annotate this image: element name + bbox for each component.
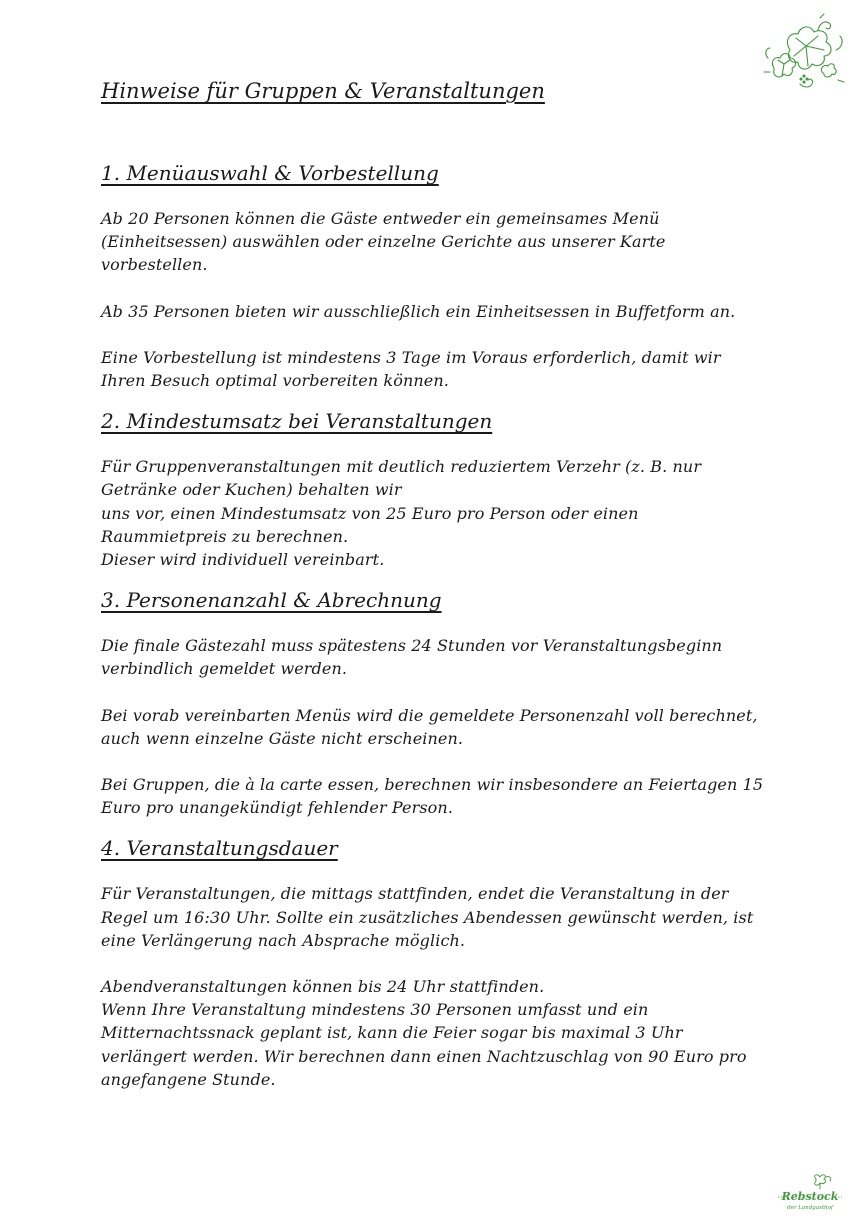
document-title: Hinweise für Gruppen & Veranstaltungen [101,79,545,103]
section-event-duration [101,833,771,1091]
grapevine-leaf-icon [760,10,846,94]
section-menu-selection [101,158,771,392]
svg-text:Rebstock: Rebstock [781,1190,839,1203]
section-heading: 2. Mindestumsatz bei Veranstaltungen [101,409,493,434]
paragraph: Abendveranstaltungen können bis 24 Uhr stattfinden. Wenn Ihre Veranstaltung mindestens 30 Personen umfasst und ein Mitternachtssnack geplant ist, kann die Feier sogar bis maximal 3 Uhr verlängert werden. Wir berechnen dann einen Nachtzuschlag von 90 Euro pro angefangene Stunde. [101,977,747,1089]
paragraph: Eine Vorbestellung ist mindestens 3 Tage im Voraus erforderlich, damit wir Ihren Besuch optimal vorbereiten können. [101,347,721,391]
paragraph: Bei vorab vereinbarten Menüs wird die gemeldete Personenzahl voll berechnet, auch wenn einzelne Gäste nicht erscheinen. [101,705,758,748]
document-body [101,76,771,1101]
section-guest-count [101,585,771,819]
paragraph: Für Veranstaltungen, die mittags stattfinden, endet die Veranstaltung in der Regel um 16:30 Uhr. Sollte ein zusätzliches Abendessen gewünscht werden, ist eine Verlängerung nach Absprache möglich. [101,884,754,950]
paragraph: Die finale Gästezahl muss spätestens 24 Stunden vor Veranstaltungsbeginn verbindlich gemeldet werden. [101,636,723,679]
section-heading: 3. Personenanzahl & Abrechnung [101,588,442,613]
paragraph: Für Gruppenveranstaltungen mit deutlich reduziertem Verzehr (z. B. nur Getränke oder Kuchen) behalten wir uns vor, einen Mindestumsatz von 25 Euro pro Person oder einen Raummietpreis zu berechnen. Dieser wird individuell vereinbart. [101,457,702,570]
section-heading: 1. Menüauswahl & Vorbestellung [101,161,439,185]
section-heading: 4. Veranstaltungsdauer [101,836,338,861]
svg-text:der Landgasthof: der Landgasthof [787,1205,833,1211]
paragraph: Bei Gruppen, die à la carte essen, berechnen wir insbesondere an Feiertagen 15 Euro pro unangekündigt fehlender Person. [101,775,764,818]
section-minimum-revenue [101,406,771,571]
paragraph: Ab 35 Personen bieten wir ausschließlich ein Einheitsessen in Buffetform an. [101,301,736,321]
paragraph: Ab 20 Personen können die Gäste entweder ein gemeinsames Menü (Einheitsessen) auswählen oder einzelne Gerichte aus unserer Karte vorbestellen. [101,209,666,275]
rebstock-logo [776,1173,844,1217]
